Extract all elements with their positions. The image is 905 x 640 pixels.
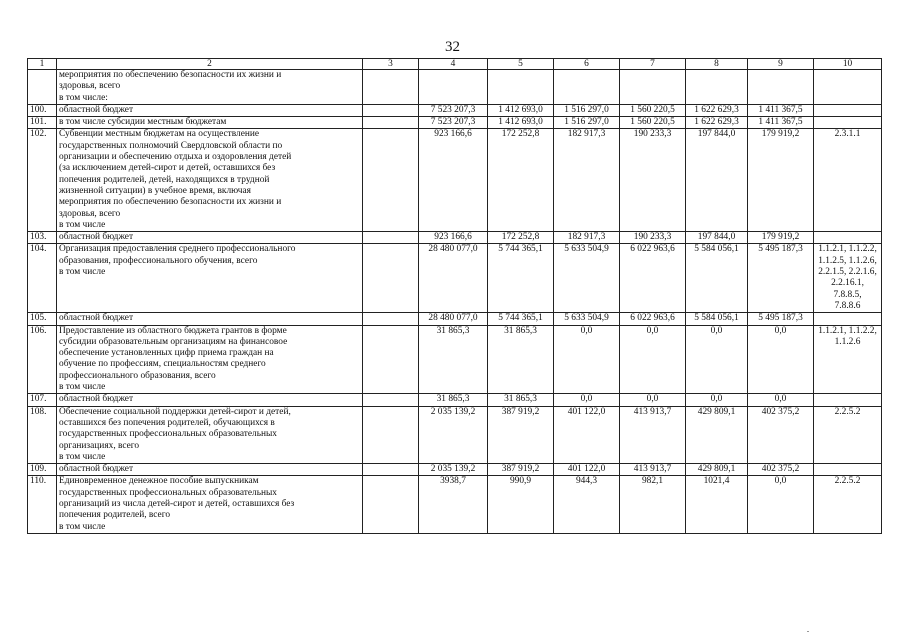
table-row: [28, 464, 882, 476]
amount-cell: 6 022 963,6: [620, 244, 686, 313]
amount-cell: 401 122,0: [554, 406, 620, 463]
target-indicators: 2.3.1.1: [814, 129, 882, 232]
table-row: [28, 104, 882, 116]
amount-cell: 7 523 207,3: [419, 104, 488, 116]
row-number: [28, 70, 57, 105]
row-description: областной бюджет: [57, 394, 363, 406]
row-number: 109.: [28, 464, 57, 476]
amount-cell: 982,1: [620, 476, 686, 533]
amount-cell: 0,0: [620, 325, 686, 394]
budget-table: [27, 58, 882, 534]
amount-cell: 402 375,2: [748, 406, 814, 463]
target-indicators: [814, 70, 882, 105]
row-col3: [363, 104, 419, 116]
amount-cell: 944,3: [554, 476, 620, 533]
table-row: [28, 394, 882, 406]
row-col3: [363, 406, 419, 463]
amount-cell: 28 480 077,0: [419, 313, 488, 325]
amount-cell: 923 166,6: [419, 129, 488, 232]
amount-cell: 1 411 367,5: [748, 104, 814, 116]
table-row: [28, 476, 882, 533]
amount-cell: 413 913,7: [620, 464, 686, 476]
row-number: 104.: [28, 244, 57, 313]
target-indicators: [814, 464, 882, 476]
table-row: [28, 70, 882, 105]
column-number: 3: [363, 59, 419, 70]
amount-cell: 923 166,6: [419, 232, 488, 244]
amount-cell: 28 480 077,0: [419, 244, 488, 313]
row-col3: [363, 244, 419, 313]
amount-cell: 1 622 629,3: [686, 104, 748, 116]
row-col3: [363, 117, 419, 129]
target-indicators: 1.1.2.1, 1.1.2.2, 1.1.2.5, 1.1.2.6, 2.2.1.5, 2.2.1.6, 2.2.16.1, 7.8.8.5, 7.8.8.6: [814, 244, 882, 313]
amount-cell: 182 917,3: [554, 129, 620, 232]
amount-cell: 1 411 367,5: [748, 117, 814, 129]
amount-cell: 2 035 139,2: [419, 406, 488, 463]
amount-cell: 1 560 220,5: [620, 104, 686, 116]
row-col3: [363, 476, 419, 533]
row-description: областной бюджет: [57, 464, 363, 476]
page-number: 32: [445, 39, 460, 55]
amount-cell: [748, 70, 814, 105]
amount-cell: 179 919,2: [748, 232, 814, 244]
row-col3: [363, 70, 419, 105]
column-number: 8: [686, 59, 748, 70]
row-description: мероприятия по обеспечению безопасности их жизни и здоровья, всего в том числе:: [57, 70, 363, 105]
amount-cell: 7 523 207,3: [419, 117, 488, 129]
amount-cell: 0,0: [748, 476, 814, 533]
column-number-row: [28, 59, 882, 70]
amount-cell: [488, 70, 554, 105]
row-number: 108.: [28, 406, 57, 463]
amount-cell: 172 252,8: [488, 129, 554, 232]
amount-cell: 0,0: [686, 325, 748, 394]
amount-cell: 182 917,3: [554, 232, 620, 244]
row-description: Субвенции местным бюджетам на осуществление государственных полномочий Свердловской области по организации и обеспечению отдыха и оздоровления детей (за исключением детей-сирот и детей, оставшихся без попечения родителей, детей, находящихся в трудной жизненной ситуации) в учебное время, включая мероприятия по обеспечению безопасности их жизни и здоровья, всего в том числе: [57, 129, 363, 232]
row-number: 105.: [28, 313, 57, 325]
amount-cell: 3938,7: [419, 476, 488, 533]
amount-cell: 401 122,0: [554, 464, 620, 476]
target-indicators: 1.1.2.1, 1.1.2.2, 1.1.2.6: [814, 325, 882, 394]
amount-cell: 31 865,3: [419, 325, 488, 394]
column-number: 4: [419, 59, 488, 70]
amount-cell: 0,0: [748, 394, 814, 406]
amount-cell: 402 375,2: [748, 464, 814, 476]
row-description: областной бюджет: [57, 313, 363, 325]
amount-cell: [554, 70, 620, 105]
row-col3: [363, 129, 419, 232]
row-description: в том числе субсидии местным бюджетам: [57, 117, 363, 129]
amount-cell: 5 495 187,3: [748, 244, 814, 313]
amount-cell: 1 516 297,0: [554, 117, 620, 129]
row-number: 100.: [28, 104, 57, 116]
table-row: [28, 117, 882, 129]
amount-cell: 0,0: [554, 394, 620, 406]
amount-cell: 0,0: [554, 325, 620, 394]
row-description: Предоставление из областного бюджета грантов в форме субсидии образовательным организациям на финансовое обеспечение установленных цифр приема граждан на обучение по профессиям, специальностям среднего профессионального образования, всего в том числе: [57, 325, 363, 394]
column-number: 9: [748, 59, 814, 70]
row-description: Организация предоставления среднего профессионального образования, профессионального обучения, всего в том числе: [57, 244, 363, 313]
table-row: [28, 232, 882, 244]
amount-cell: 5 633 504,9: [554, 313, 620, 325]
row-number: 106.: [28, 325, 57, 394]
amount-cell: 1021,4: [686, 476, 748, 533]
table-row: [28, 313, 882, 325]
row-col3: [363, 232, 419, 244]
amount-cell: 387 919,2: [488, 464, 554, 476]
amount-cell: 5 495 187,3: [748, 313, 814, 325]
amount-cell: 1 622 629,3: [686, 117, 748, 129]
amount-cell: 5 584 056,1: [686, 313, 748, 325]
row-col3: [363, 394, 419, 406]
amount-cell: 0,0: [748, 325, 814, 394]
amount-cell: 387 919,2: [488, 406, 554, 463]
table-row: [28, 244, 882, 313]
amount-cell: 190 233,3: [620, 232, 686, 244]
column-number: 10: [814, 59, 882, 70]
table-row: [28, 406, 882, 463]
column-number: 1: [28, 59, 57, 70]
row-number: 103.: [28, 232, 57, 244]
amount-cell: [686, 70, 748, 105]
target-indicators: [814, 313, 882, 325]
row-number: 107.: [28, 394, 57, 406]
amount-cell: 5 744 365,1: [488, 244, 554, 313]
table-row: [28, 325, 882, 394]
amount-cell: [620, 70, 686, 105]
amount-cell: 190 233,3: [620, 129, 686, 232]
scan-speck: [807, 631, 809, 632]
amount-cell: 197 844,0: [686, 129, 748, 232]
amount-cell: 5 584 056,1: [686, 244, 748, 313]
target-indicators: [814, 232, 882, 244]
amount-cell: 990,9: [488, 476, 554, 533]
row-col3: [363, 325, 419, 394]
amount-cell: 2 035 139,2: [419, 464, 488, 476]
target-indicators: 2.2.5.2: [814, 476, 882, 533]
target-indicators: 2.2.5.2: [814, 406, 882, 463]
target-indicators: [814, 104, 882, 116]
row-description: Обеспечение социальной поддержки детей-сирот и детей, оставшихся без попечения родителей, обучающихся в государственных профессиональных образовательных организациях, всего в том числе: [57, 406, 363, 463]
amount-cell: 197 844,0: [686, 232, 748, 244]
target-indicators: [814, 394, 882, 406]
row-description: областной бюджет: [57, 104, 363, 116]
amount-cell: 6 022 963,6: [620, 313, 686, 325]
amount-cell: 31 865,3: [488, 394, 554, 406]
amount-cell: 172 252,8: [488, 232, 554, 244]
amount-cell: 1 412 693,0: [488, 117, 554, 129]
amount-cell: 1 516 297,0: [554, 104, 620, 116]
amount-cell: 179 919,2: [748, 129, 814, 232]
row-number: 102.: [28, 129, 57, 232]
amount-cell: 0,0: [620, 394, 686, 406]
column-number: 5: [488, 59, 554, 70]
amount-cell: 0,0: [686, 394, 748, 406]
row-col3: [363, 464, 419, 476]
amount-cell: 5 744 365,1: [488, 313, 554, 325]
table-row: [28, 129, 882, 232]
amount-cell: 1 560 220,5: [620, 117, 686, 129]
column-number: 6: [554, 59, 620, 70]
amount-cell: 31 865,3: [488, 325, 554, 394]
row-description: областной бюджет: [57, 232, 363, 244]
amount-cell: 5 633 504,9: [554, 244, 620, 313]
amount-cell: 429 809,1: [686, 406, 748, 463]
column-number: 7: [620, 59, 686, 70]
row-description: Единовременное денежное пособие выпускникам государственных профессиональных образовательных организаций из числа детей-сирот и детей, оставшихся без попечения родителей, всего в том числе: [57, 476, 363, 533]
row-number: 110.: [28, 476, 57, 533]
amount-cell: 1 412 693,0: [488, 104, 554, 116]
amount-cell: 31 865,3: [419, 394, 488, 406]
target-indicators: [814, 117, 882, 129]
row-number: 101.: [28, 117, 57, 129]
column-number: 2: [57, 59, 363, 70]
amount-cell: 429 809,1: [686, 464, 748, 476]
row-col3: [363, 313, 419, 325]
amount-cell: [419, 70, 488, 105]
amount-cell: 413 913,7: [620, 406, 686, 463]
